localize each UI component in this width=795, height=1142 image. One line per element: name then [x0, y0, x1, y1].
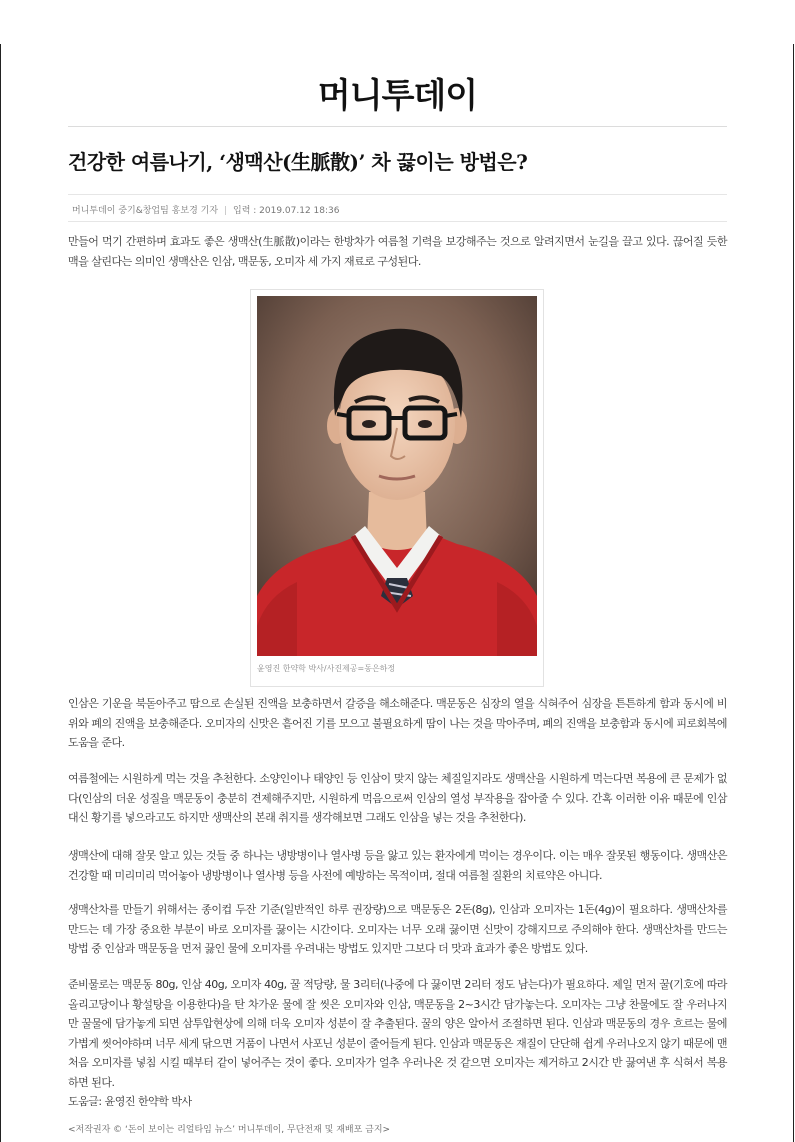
- article-figure: [250, 289, 544, 687]
- article-headline: 건강한 여름나기, ‘생맥산(生脈散)’ 차 끓이는 방법은?: [68, 150, 528, 174]
- article-paragraph: 여름철에는 시원하게 먹는 것을 추천한다. 소양인이나 태양인 등 인삼이 맞지 않는 체질일지라도 생맥산을 시원하게 먹는다면 복용에 큰 문제가 없다(인삼의 더운 성질을 맥문동이 충분히 견제해주지만, 시원하게 먹음으로써 인삼의 열성 부작용을 잡아줄 수 있다. 간혹 이러한 이유 때문에 인삼 대신 황기를 넣으라고도 하지만 생맥산의 본래 취지를 생각해보면 그래도 인삼을 넣는 것을 추천한다).: [68, 772, 727, 824]
- article-paragraph: 인삼은 기운을 북돋아주고 땀으로 손실된 진액을 보충하면서 갈증을 해소해준다. 맥문동은 심장의 열을 식혀주어 심장을 튼튼하게 함과 동시에 비위와 폐의 진액을 보충해준다. 오미자의 신맛은 흩어진 기를 모으고 불필요하게 땀이 나는 것을 막아주며, 폐의 진액을 보충함과 동시에 피로회복에 도움을 준다.: [68, 697, 727, 749]
- reporter-name: 머니투데이 중기&창업팀 홍보경 기자: [72, 206, 219, 216]
- portrait-photo: [257, 296, 537, 656]
- masthead-logo[interactable]: 머니투데이: [317, 76, 478, 116]
- photo-caption: 윤영진 한약학 박사/사진제공=동은하정: [257, 664, 396, 673]
- copyright-notice: <저작권자 © ‘돈이 보이는 리얼타임 뉴스’ 머니투데이, 무단전재 및 재배포 금지>: [68, 1125, 391, 1135]
- article-paragraph: 생맥산차를 만들기 위해서는 종이컵 두잔 기준(일반적인 하루 권장량)으로 맥문동은 2돈(8g), 인삼과 오미자는 1돈(4g)이 필요하다. 생맥산차를 만드는 데 가장 중요한 부분이 바로 오미자를 끓이는 시간이다. 오미자는 너무 오래 끓이면 신맛이 강해지므로 주의해야 한다. 생맥산차를 만드는 방법 중 인삼과 맥문동을 먼저 끓인 물에 오미자를 우려내는 방법도 있지만 그보다 더 맛과 효과가 좋은 방법도 있다.: [68, 903, 727, 955]
- article-paragraph: 준비물로는 맥문동 80g, 인삼 40g, 오미자 40g, 꿀 적당량, 물 3리터(나중에 다 끓이면 2리터 정도 남는다)가 필요하다. 제일 먼저 꿀(기호에 따라 올리고당이나 황설탕을 이용한다)을 탄 차가운 물에 잘 씻은 오미자와 인삼, 맥문동을 2~3시간 담가놓는다. 오미자는 그냥 찬물에도 잘 우러나지만 꿀물에 담가놓게 되면 삼투압현상에 의해 더욱 오미자 성분이 잘 추출된다. 꿀의 양은 알아서 조절하면 된다. 인삼과 맥문동의 경우 흐르는 물에 가볍게 씻어야하며 너무 세게 닦으면 거품이 나면서 사포닌 성분이 줄어들게 된다. 인삼과 맥문동은 재질이 단단해 쉽게 우러나오지 않기 때문에 맨 처음 오미자를 넣침 시킬 때부터 같이 넣어주는 것이 좋다. 오미자가 얼추 우러나온 것 같으면 오미자는 제거하고 2시간 반 끓여낸 후 식혀서 복용하면 된다. 도움글: 윤영진 한약학 박사: [68, 978, 727, 1108]
- byline: [72, 203, 340, 216]
- article-paragraph: 만들어 먹기 간편하며 효과도 좋은 생맥산(生脈散)이라는 한방차가 여름철 기력을 보강해주는 것으로 알려지면서 눈길을 끌고 있다. 끊어질 듯한 맥을 살린다는 의미인 생맥산은 인삼, 맥문동, 오미자 세 가지 재료로 구성된다.: [68, 235, 727, 268]
- byline-divider: [68, 221, 727, 222]
- article-paragraph: 생맥산에 대해 잘못 알고 있는 것들 중 하나는 냉방병이나 열사병 등을 앓고 있는 환자에게 먹이는 경우이다. 이는 매우 잘못된 행동이다. 생맥산은 건강할 때 미리미리 먹어놓아 냉방병이나 열사병 등을 사전에 예방하는 목적이며, 절대 여름철 질환의 치료약은 아니다.: [68, 849, 727, 882]
- masthead-divider: [68, 126, 727, 127]
- page-edge-left: [0, 44, 1, 1142]
- page-edge-right: [793, 44, 794, 1142]
- byline-separator: [225, 206, 226, 215]
- headline-divider: [68, 194, 727, 195]
- publish-date: 입력 : 2019.07.12 18:36: [233, 206, 340, 216]
